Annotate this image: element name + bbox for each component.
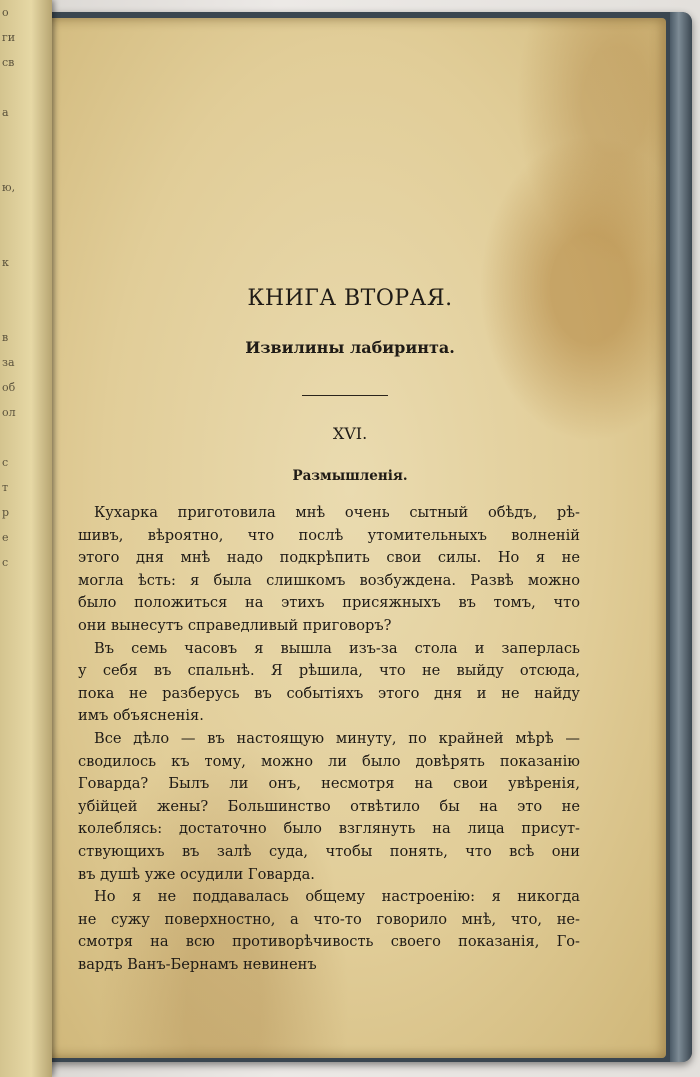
text-line: шивъ, вѣроятно, что послѣ утомительныхъ волненій bbox=[78, 526, 580, 544]
text-line: этого дня мнѣ надо подкрѣпить свои силы. Но я не bbox=[78, 549, 580, 567]
left-page-fragment: к bbox=[2, 256, 9, 269]
text-line: они вынесутъ справедливый приговоръ? bbox=[78, 616, 392, 634]
text-line: сводилось къ тому, можно ли было довѣрять показанію bbox=[78, 752, 580, 770]
text-line: пока не разберусь въ событіяхъ этого дня и не найду bbox=[78, 684, 580, 702]
left-page-fragment: р bbox=[2, 506, 10, 519]
left-page-fragment: св bbox=[2, 56, 15, 69]
text-line: не сужу поверхностно, а что-то говорило мнѣ, что, не- bbox=[78, 910, 580, 928]
text-line: ствующихъ въ залѣ суда, чтобы понять, что всѣ они bbox=[78, 842, 580, 860]
chapter-subtitle: Извилины лабиринта. bbox=[245, 338, 455, 357]
left-page-fragment bbox=[0, 275, 52, 300]
text-line: Въ семь часовъ я вышла изъ-за стола и заперлась bbox=[94, 639, 580, 657]
chapter-title: КНИГА ВТОРАЯ. bbox=[247, 286, 453, 311]
left-page-fragment: т bbox=[2, 481, 9, 494]
text-line: убійцей жены? Большинство отвѣтило бы на это не bbox=[78, 797, 580, 815]
left-page-fragment: ги bbox=[2, 31, 16, 44]
left-page-fragment: об bbox=[2, 381, 16, 394]
left-page-fragment: с bbox=[2, 456, 9, 469]
left-page-fragment bbox=[0, 225, 52, 250]
left-page-fragment: ол bbox=[2, 406, 16, 419]
text-line: вардъ Ванъ-Бернамъ невиненъ bbox=[78, 955, 317, 973]
left-page-fragment: за bbox=[2, 356, 15, 369]
text-line: Все дѣло — въ настоящую минуту, по крайней мѣрѣ — bbox=[94, 729, 580, 747]
text-line: Но я не поддавалась общему настроенію: я никогда bbox=[94, 888, 580, 906]
left-page-fragment bbox=[0, 150, 52, 175]
text-line: имъ объясненія. bbox=[78, 707, 204, 725]
left-page-fragment bbox=[0, 200, 52, 225]
text-line: смотря на всю противорѣчивость своего показанія, Го- bbox=[78, 933, 580, 951]
text-line: Кухарка приготовила мнѣ очень сытный обѣдъ, рѣ- bbox=[94, 504, 580, 521]
book-page bbox=[34, 18, 666, 1058]
body-text bbox=[78, 502, 580, 976]
left-page-fragment: о bbox=[2, 6, 9, 19]
section-title: Размышленія. bbox=[292, 468, 408, 484]
left-page-fragment bbox=[0, 425, 52, 450]
left-page-fragment: а bbox=[2, 106, 9, 119]
left-page-fragment: ю, bbox=[2, 181, 16, 194]
title-divider bbox=[302, 395, 388, 396]
left-page-fragment: в bbox=[2, 331, 9, 344]
text-line: Говарда? Былъ ли онъ, несмотря на свои увѣренія, bbox=[78, 775, 580, 793]
left-page-fragment: с bbox=[2, 556, 9, 569]
text-line: могла ѣсть: я была слишкомъ возбуждена. Развѣ можно bbox=[78, 571, 580, 589]
left-page-fragment bbox=[0, 300, 52, 325]
text-line: было положиться на этихъ присяжныхъ въ томъ, что bbox=[78, 594, 580, 612]
left-facing-page bbox=[0, 0, 52, 1077]
text-line: колеблясь: достаточно было взглянуть на лица присут- bbox=[78, 820, 580, 838]
left-page-fragment bbox=[0, 125, 52, 150]
left-page-fragment: е bbox=[2, 531, 9, 544]
text-line: въ душѣ уже осудили Говарда. bbox=[78, 865, 315, 883]
section-number: XVI. bbox=[332, 424, 368, 443]
left-page-fragment bbox=[0, 75, 52, 100]
text-line: у себя въ спальнѣ. Я рѣшила, что не выйду отсюда, bbox=[78, 662, 580, 680]
